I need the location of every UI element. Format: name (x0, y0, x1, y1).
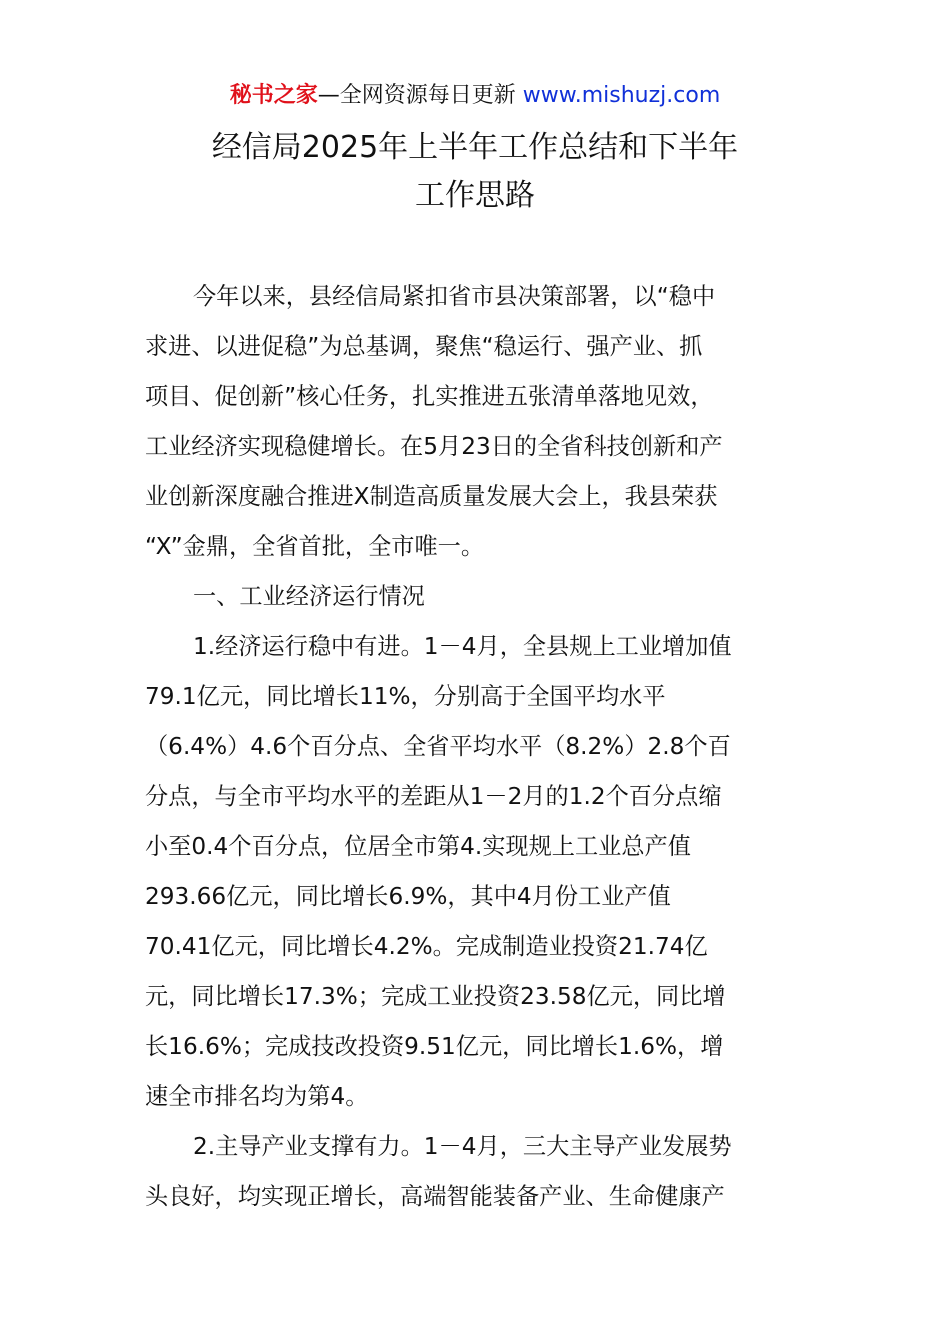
paragraph-line: “X”金鼎，全省首批，全市唯一。 (145, 533, 485, 560)
paragraph-line: 头良好，均实现正增长，高端智能装备产业、生命健康产 (145, 1183, 725, 1210)
document-title-line-2: 工作思路 (415, 178, 535, 213)
site-header (0, 80, 950, 112)
paragraph-line: 1.经济运行稳中有进。1－4月，全县规上工业增加值 (193, 633, 732, 660)
paragraph-line: 293.66亿元，同比增长6.9%，其中4月份工业产值 (145, 883, 671, 910)
paragraph-line: 工业经济实现稳健增长。在5月23日的全省科技创新和产 (145, 433, 723, 460)
paragraph-line: 速全市排名均为第4。 (145, 1083, 369, 1110)
paragraph-line: 长16.6%；完成技改投资9.51亿元，同比增长1.6%，增 (145, 1033, 724, 1060)
brand-name: 秘书之家 (229, 83, 318, 108)
paragraph-line: （6.4%）4.6个百分点、全省平均水平（8.2%）2.8个百 (145, 733, 731, 760)
site-link[interactable]: www.mishuzj.com (522, 83, 721, 108)
section-heading: 一、工业经济运行情况 (193, 583, 425, 610)
paragraph-line: 业创新深度融合推进X制造高质量发展大会上，我县荣获 (145, 483, 718, 510)
paragraph-line: 79.1亿元，同比增长11%，分别高于全国平均水平 (145, 683, 666, 710)
paragraph-line: 项目、促创新”核心任务，扎实推进五张清单落地见效， (145, 383, 714, 410)
document-title-line-1: 经信局2025年上半年工作总结和下半年 (211, 130, 739, 165)
paragraph-line: 2.主导产业支撑有力。1－4月，三大主导产业发展势 (193, 1133, 732, 1160)
paragraph-line: 70.41亿元，同比增长4.2%。完成制造业投资21.74亿 (145, 933, 708, 960)
paragraph-line: 今年以来，县经信局紧扣省市县决策部署，以“稳中 (193, 283, 716, 310)
paragraph-line: 分点，与全市平均水平的差距从1－2月的1.2个百分点缩 (145, 783, 722, 810)
document-body (145, 272, 807, 1222)
paragraph-line: 小至0.4个百分点，位居全市第4.实现规上工业总产值 (145, 833, 691, 860)
header-slogan: —全网资源每日更新 (317, 83, 516, 108)
paragraph-line: 求进、以进促稳”为总基调，聚焦“稳运行、强产业、抓 (145, 333, 703, 360)
paragraph-line: 元，同比增长17.3%；完成工业投资23.58亿元，同比增 (145, 983, 726, 1010)
